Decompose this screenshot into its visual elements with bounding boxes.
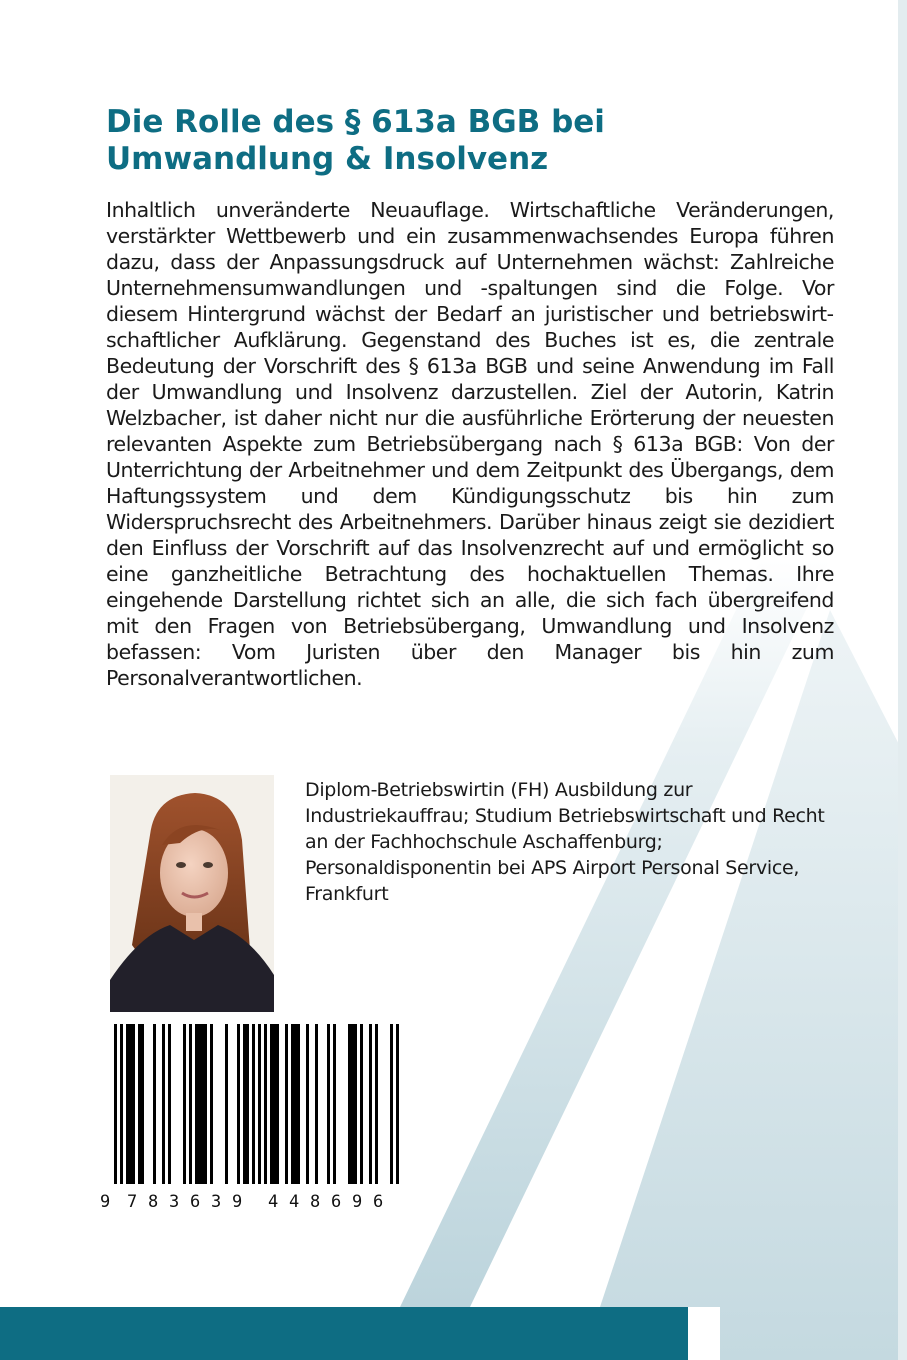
barcode-bar (327, 1024, 330, 1184)
barcode-bar (270, 1024, 273, 1184)
barcode-bar (297, 1024, 300, 1184)
barcode-bar (294, 1024, 297, 1184)
isbn-number (96, 1192, 426, 1218)
barcode-bars (96, 1022, 426, 1192)
barcode-bar (204, 1024, 207, 1184)
book-title (106, 104, 806, 178)
isbn-digit: 9 (352, 1192, 363, 1212)
author-biography: Diplom-Betriebswirtin (FH) Ausbildung zur Industriekauffrau; Studium Betriebswirtschaft und Recht an der Fachhochschule Aschaffenburg; Personaldisponentin bei APS Airport Personal Service, Frankfurt (305, 779, 825, 905)
isbn-digit: 8 (148, 1192, 159, 1212)
title-line-2: Umwandlung & Insolvenz (106, 141, 549, 177)
barcode-bar (252, 1024, 255, 1184)
barcode-bar (210, 1024, 213, 1184)
isbn-barcode (96, 1022, 426, 1224)
barcode-bar (396, 1024, 399, 1184)
isbn-digit: 3 (169, 1192, 180, 1212)
barcode-bar (195, 1024, 198, 1184)
isbn-digit: 6 (331, 1192, 342, 1212)
isbn-digit: 3 (211, 1192, 222, 1212)
barcode-bar (351, 1024, 354, 1184)
bottom-color-bar (0, 1307, 688, 1360)
barcode-bar (225, 1024, 228, 1184)
right-edge-line (898, 0, 907, 1360)
barcode-bar (162, 1024, 165, 1184)
portrait-image (110, 775, 274, 1012)
barcode-bar (243, 1024, 246, 1184)
barcode-bar (189, 1024, 192, 1184)
barcode-bar (183, 1024, 186, 1184)
barcode-bar (348, 1024, 351, 1184)
isbn-digit: 6 (373, 1192, 384, 1212)
isbn-digit: 4 (268, 1192, 279, 1212)
barcode-bar (141, 1024, 144, 1184)
isbn-digit: 7 (127, 1192, 138, 1212)
barcode-bar (168, 1024, 171, 1184)
barcode-bar (126, 1024, 129, 1184)
barcode-bar (285, 1024, 288, 1184)
barcode-bar (201, 1024, 204, 1184)
author-photo (110, 775, 274, 1012)
barcode-bar (273, 1024, 276, 1184)
barcode-bar (354, 1024, 357, 1184)
barcode-bar (360, 1024, 363, 1184)
barcode-bar (246, 1024, 249, 1184)
barcode-bar (306, 1024, 309, 1184)
barcode-bar (153, 1024, 156, 1184)
barcode-bar (291, 1024, 294, 1184)
barcode-bar (375, 1024, 378, 1184)
isbn-digit: 9 (232, 1192, 243, 1212)
barcode-bar (120, 1024, 123, 1184)
barcode-bar (315, 1024, 318, 1184)
barcode-bar (369, 1024, 372, 1184)
barcode-bar (333, 1024, 336, 1184)
right-wedge (600, 610, 907, 1360)
barcode-bar (264, 1024, 267, 1184)
book-description: Inhaltlich unveränderte Neuauflage. Wirtschaftliche Veränderungen, verstärkter Wettbewerb und ein zusammenwachsendes Europa führen dazu, dass der Anpassungsdruck auf Unternehmen wächst: Zahlreiche Unternehmensumwandlungen und -spaltungen sind die Folge. Vor diesem Hintergrund wächst der Bedarf an juristischer und betriebswirtschaftlicher Aufklärung. Gegenstand des Buches ist es, die zentrale Bedeutung der Vorschrift des § 613a BGB und seine Anwendung im Fall der Umwandlung und Insolvenz darzustellen. Ziel der Autorin, Katrin Welzbacher, ist daher nicht nur die ausführliche Erörterung der neuesten relevanten Aspekte zum Betriebsübergang nach § 613a BGB: Von der Unterrichtung der Arbeitnehmer und dem Zeitpunkt des Übergangs, dem Haftungssystem und dem Kündigungsschutz bis hin zum Widerspruchsrecht des Arbeitnehmers. Darüber hinaus zeigt sie dezidiert den Einfluss der Vorschrift auf das Insolvenzrecht auf und ermöglicht so eine ganzheitliche Betrachtung des hochaktuellen Themas. Ihre eingehende Darstellung richtet sich an alle, die sich fach übergreifend mit den Fragen von Betriebsübergang, Umwandlung und Insolvenz befassen: Vom Juristen über den Manager bis hin zum Personalverantwortlichen. (106, 198, 834, 690)
barcode-bar (237, 1024, 240, 1184)
barcode-bar (198, 1024, 201, 1184)
barcode-bar (390, 1024, 393, 1184)
isbn-digit: 4 (289, 1192, 300, 1212)
title-line-1: Die Rolle des § 613a BGB bei (106, 104, 605, 140)
barcode-bar (138, 1024, 141, 1184)
isbn-digit: 9 (100, 1192, 111, 1212)
barcode-bar (132, 1024, 135, 1184)
isbn-digit: 8 (310, 1192, 321, 1212)
barcode-bar (276, 1024, 279, 1184)
barcode-bar (129, 1024, 132, 1184)
barcode-bar (258, 1024, 261, 1184)
barcode-bar (114, 1024, 117, 1184)
isbn-digit: 6 (190, 1192, 201, 1212)
